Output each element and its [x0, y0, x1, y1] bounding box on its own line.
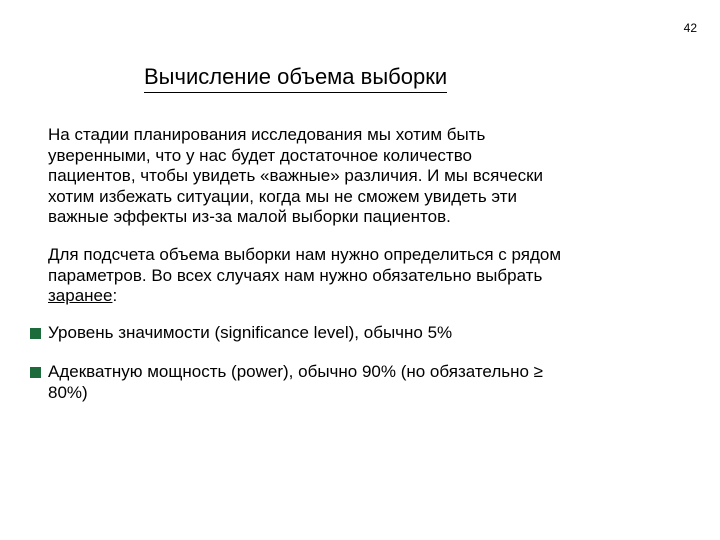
bullet-text [30, 362, 670, 403]
slide-title: Вычисление объема выборки [144, 63, 447, 93]
parameters-line [48, 286, 698, 307]
bullet-item-power [30, 362, 670, 403]
bullet-line: 80%) [48, 382, 88, 402]
intro-line: пациентов, чтобы увидеть «важные» различия. И мы всячески [48, 166, 544, 185]
square-bullet-icon [30, 367, 41, 378]
intro-line: важные эффекты из-за малой выборки пациентов. [48, 207, 451, 226]
parameters-line: параметров. Во всех случаях нам нужно обязательно выбрать [48, 265, 543, 285]
bullet-text: Уровень значимости (significance level), обычно 5% [48, 323, 453, 342]
bullet-line: Адекватную мощность (power), обычно 90% (но обязательно ≥ [48, 362, 543, 381]
intro-line: хотим избежать ситуации, когда мы не сможем увидеть эти [48, 186, 518, 206]
intro-line: На стадии планирования исследования мы хотим быть [48, 125, 486, 144]
parameters-paragraph [48, 245, 698, 307]
bullet-item-significance [30, 323, 670, 344]
intro-paragraph [48, 125, 698, 228]
intro-line: уверенными, что у нас будет достаточное количество [48, 145, 472, 165]
square-bullet-icon [30, 328, 41, 339]
page-number: 42 [683, 21, 697, 35]
colon: : [112, 286, 118, 305]
parameters-line: Для подсчета объема выборки нам нужно определиться с рядом [48, 245, 562, 264]
underlined-word: заранее [48, 286, 113, 305]
